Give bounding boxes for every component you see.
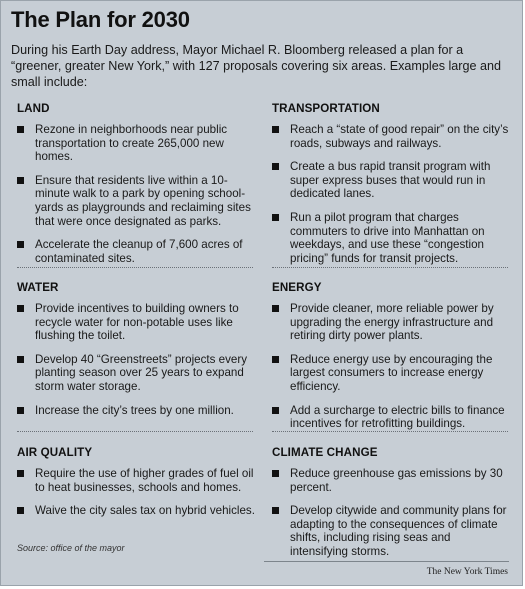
square-bullet-icon — [17, 407, 24, 414]
section-heading-transportation: TRANSPORTATION — [272, 102, 380, 115]
section-heading-land: LAND — [17, 102, 50, 115]
square-bullet-icon — [17, 241, 24, 248]
section-water — [17, 281, 255, 427]
square-bullet-icon — [17, 507, 24, 514]
list-item: Create a bus rapid transit program with super express buses that would run in dedicated lanes. — [272, 160, 510, 201]
list-item: Increase the city’s trees by one million. — [17, 404, 255, 418]
list-item: Reduce energy use by encouraging the largest consumers to increase energy efficiency. — [272, 353, 510, 394]
intro-paragraph: During his Earth Day address, Mayor Michael R. Bloomberg released a plan for a “greener, greater New York,” with 127 proposals covering six areas. Examples large and small include: — [11, 43, 502, 89]
square-bullet-icon — [272, 305, 279, 312]
section-climate-change — [272, 446, 510, 569]
square-bullet-icon — [272, 507, 279, 514]
list-item: Accelerate the cleanup of 7,600 acres of contaminated sites. — [17, 238, 255, 265]
publisher-credit: The New York Times — [426, 567, 508, 577]
list-item: Require the use of higher grades of fuel oil to heat businesses, schools and homes. — [17, 467, 255, 494]
section-heading-energy: ENERGY — [272, 281, 322, 294]
list-item: Develop citywide and community plans for adapting to the consequences of climate shifts, including rising seas and intensifying storms. — [272, 504, 510, 558]
list-item: Run a pilot program that charges commuters to drive into Manhattan on weekdays, and use these “congestion pricing” funds for transit projects. — [272, 211, 510, 265]
section-air-quality — [17, 446, 255, 528]
section-transportation — [272, 102, 510, 275]
square-bullet-icon — [272, 126, 279, 133]
square-bullet-icon — [272, 163, 279, 170]
list-item: Reduce greenhouse gas emissions by 30 percent. — [272, 467, 510, 494]
list-item: Add a surcharge to electric bills to finance incentives for retrofitting buildings. — [272, 404, 510, 431]
list-item: Waive the city sales tax on hybrid vehicles. — [17, 504, 255, 518]
section-energy — [272, 281, 510, 441]
square-bullet-icon — [17, 356, 24, 363]
square-bullet-icon — [272, 214, 279, 221]
section-divider — [17, 267, 253, 268]
section-heading-climate-change: CLIMATE CHANGE — [272, 446, 378, 459]
list-item: Reach a “state of good repair” on the city’s roads, subways and railways. — [272, 123, 510, 150]
square-bullet-icon — [17, 470, 24, 477]
list-item: Rezone in neighborhoods near public transportation to create 265,000 new homes. — [17, 123, 255, 164]
graphic-title: The Plan for 2030 — [11, 7, 190, 32]
section-divider — [272, 431, 508, 432]
square-bullet-icon — [17, 177, 24, 184]
list-item: Ensure that residents live within a 10-minute walk to a park by opening school-yards as playgrounds and reclaiming sites that were once designated as parks. — [17, 174, 255, 228]
section-divider — [17, 431, 253, 432]
square-bullet-icon — [272, 407, 279, 414]
section-land — [17, 102, 255, 275]
section-divider — [272, 267, 508, 268]
list-item: Provide cleaner, more reliable power by upgrading the energy infrastructure and retiring dirty power plants. — [272, 302, 510, 343]
square-bullet-icon — [272, 356, 279, 363]
credit-rule — [264, 561, 509, 562]
list-item: Provide incentives to building owners to recycle water for non-potable uses like flushing the toilet. — [17, 302, 255, 343]
section-heading-air-quality: AIR QUALITY — [17, 446, 93, 459]
source-note: Source: office of the mayor — [17, 543, 125, 553]
square-bullet-icon — [17, 305, 24, 312]
section-heading-water: WATER — [17, 281, 59, 294]
square-bullet-icon — [272, 470, 279, 477]
square-bullet-icon — [17, 126, 24, 133]
list-item: Develop 40 “Greenstreets” projects every planting season over 25 years to expand storm water storage. — [17, 353, 255, 394]
